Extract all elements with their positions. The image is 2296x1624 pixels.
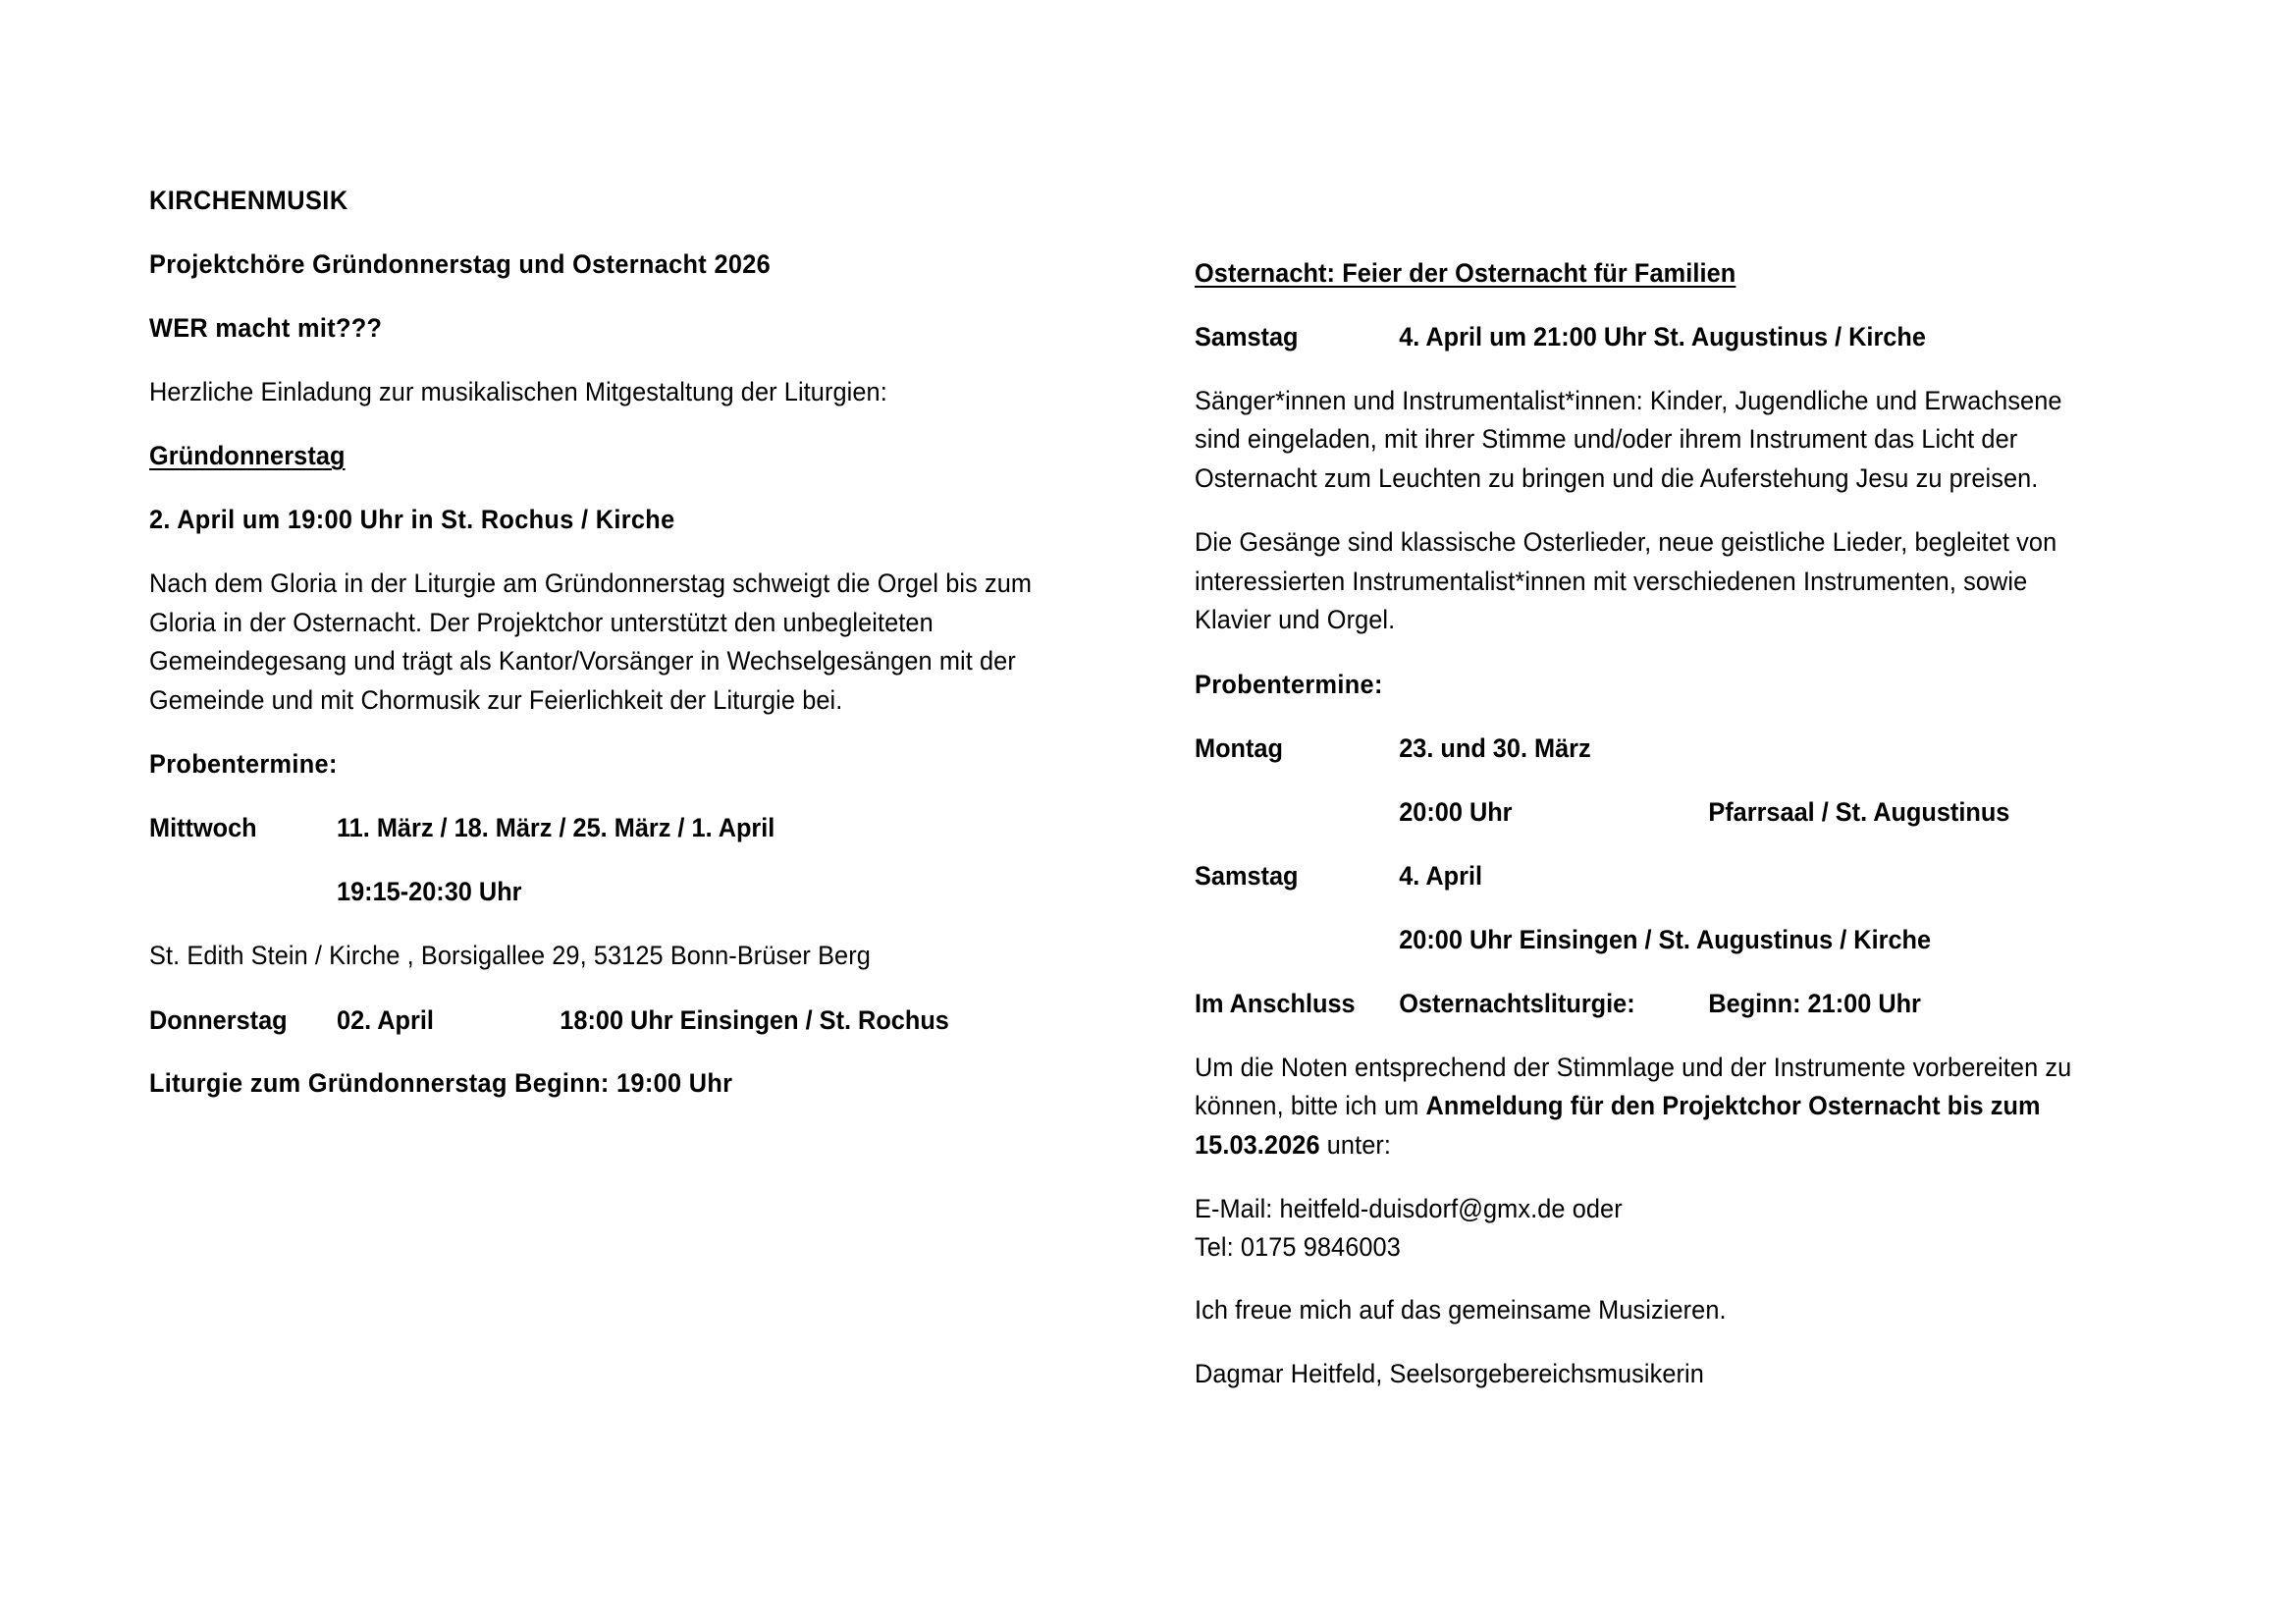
registration-paragraph (1195, 1049, 2109, 1164)
email-line: E-Mail: heitfeld-duisdorf@gmx.de oder (1195, 1193, 1623, 1223)
event-detail: 4. April um 21:00 Uhr St. Augustinus / Kirche (1399, 321, 1926, 352)
rehearsal-row (1195, 857, 2109, 895)
description-gruendonnerstag: Nach dem Gloria in der Liturgie am Gründonnerstag schweigt die Orgel bis zum Gloria in der Osternacht. Der Projektchor unterstützt den unbegleiteten Gemeindegesang und trägt als Kantor/Vorsänger in Wechselgesängen mit der Gemeinde und mit Chormusik zur Feierlichkeit der Liturgie bei. (149, 568, 1033, 715)
final-rehearsal-row (149, 1001, 1063, 1040)
phone-line: Tel: 0175 9846003 (1195, 1232, 1401, 1263)
registration-tail: unter: (1319, 1129, 1392, 1160)
final-rehearsal-detail: 18:00 Uhr Einsingen / St. Rochus (560, 1004, 949, 1035)
two-column-layout (149, 182, 2152, 1420)
rehearsal-day: Samstag (1195, 860, 1299, 891)
rehearsal-day (149, 873, 337, 911)
final-rehearsal-day: Donnerstag (149, 1004, 288, 1035)
rehearsal-detail: 20:00 Uhr Einsingen / St. Augustinus / Kirche (1399, 924, 1932, 954)
osternachtsliturgie-label: Osternachtsliturgie: (1399, 988, 1635, 1018)
left-column (149, 182, 1106, 1128)
rehearsal-date: 4. April (1399, 860, 1483, 891)
probentermine-label-left: Probentermine: (149, 749, 338, 780)
rehearsal-dates: 11. März / 18. März / 25. März / 1. April (337, 813, 775, 843)
closing-line: Ich freue mich auf das gemeinsame Musizieren. (1195, 1294, 1727, 1325)
paragraph-gesaenge: Die Gesänge sind klassische Osterlieder, neue geistliche Lieder, begleitet von interessierten Instrumentalist*innen mit verschiedenen Instrumenten, sowie Klavier und Orgel. (1195, 527, 2057, 635)
rehearsal-date: 23. und 30. März (1399, 732, 1591, 763)
probentermine-label-right: Probentermine: (1195, 669, 1383, 699)
rehearsal-row (149, 809, 1063, 847)
contact-block (1195, 1190, 2109, 1268)
question-wer-macht-mit: WER macht mit??? (149, 312, 383, 343)
event-line-gruendonnerstag: 2. April um 19:00 Uhr in St. Rochus / Kirche (149, 505, 675, 535)
paragraph-saenger-instrumentalisten: Sänger*innen und Instrumentalist*innen: Kinder, Jugendliche und Erwachsene sind eingeladen, mit ihrer Stimme und/oder ihrem Instrument das Licht der Osternacht zum Leuchten zu bringen und die Auferstehung Jesu zu preisen. (1195, 385, 2062, 493)
rehearsal-time: 20:00 Uhr (1399, 796, 1513, 827)
rehearsal-time: 19:15-20:30 Uhr (337, 877, 522, 907)
section-title-gruendonnerstag: Gründonnerstag (149, 441, 346, 471)
venue-address: St. Edith Stein / Kirche , Borsigallee 29, 53125 Bonn-Brüser Berg (149, 941, 871, 971)
im-anschluss-label: Im Anschluss (1195, 988, 1356, 1018)
rehearsal-day (1195, 921, 1399, 959)
im-anschluss-row (1195, 985, 2109, 1023)
rehearsal-day: Montag (1195, 732, 1283, 763)
event-row-osternacht (1195, 318, 2109, 356)
event-day: Samstag (1195, 321, 1299, 352)
registration-lead: Um die Noten entsprechend der Stimmlage und der Instrumente vorbereiten zu können, bitte ich um (1195, 1052, 2072, 1121)
page-title: KIRCHENMUSIK (149, 186, 348, 215)
rehearsal-location: Pfarrsaal / St. Augustinus (1708, 796, 2010, 827)
signature-line: Dagmar Heitfeld, Seelsorgebereichsmusikerin (1195, 1359, 1704, 1389)
rehearsal-row (149, 873, 1063, 911)
rehearsal-row (1195, 793, 2109, 832)
rehearsal-row (1195, 921, 2109, 959)
subheading-projektchoere: Projektchöre Gründonnerstag und Osternacht 2026 (149, 248, 772, 279)
rehearsal-day: Mittwoch (149, 813, 257, 843)
rehearsal-row (1195, 730, 2109, 768)
final-rehearsal-date: 02. April (337, 1004, 434, 1035)
section-title-osternacht: Osternacht: Feier der Osternacht für Familien (1195, 258, 1736, 288)
osternachtsliturgie-time: Beginn: 21:00 Uhr (1708, 988, 1921, 1018)
registration-deadline: Anmeldung für den Projektchor Osternacht bis zum 15.03.2026 (1195, 1091, 2041, 1160)
rehearsal-day (1195, 793, 1399, 832)
liturgy-line-gruendonnerstag: Liturgie zum Gründonnerstag Beginn: 19:00 Uhr (149, 1068, 733, 1099)
invitation-text: Herzliche Einladung zur musikalischen Mitgestaltung der Liturgien: (149, 376, 887, 406)
right-column (1195, 182, 2152, 1420)
